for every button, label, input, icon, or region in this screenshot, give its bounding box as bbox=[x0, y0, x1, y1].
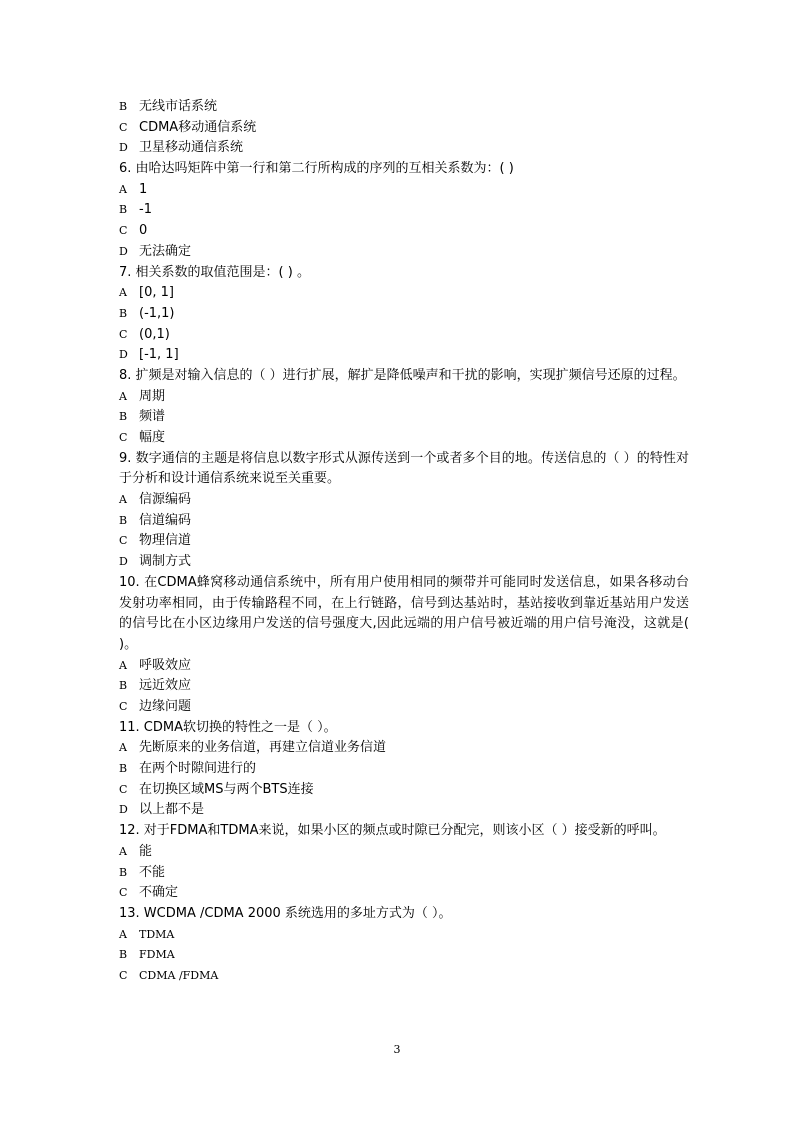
option-text: -1 bbox=[139, 202, 152, 218]
option-letter: C bbox=[119, 534, 128, 548]
option-letter: C bbox=[119, 782, 128, 796]
question-text: 6. 由哈达吗矩阵中第一行和第二行所构成的序列的互相关系数为：( ) bbox=[119, 161, 514, 177]
option-text: [-1, 1] bbox=[139, 347, 179, 363]
option-line bbox=[119, 966, 689, 987]
option-line bbox=[119, 511, 689, 532]
question-text: 9. 数字通信的主题是将信息以数字形式从源传送到一个或者多个目的地。传送信息的（ ）的特性对于分析和设计通信系统来说至关重要。 bbox=[119, 450, 689, 487]
option-line bbox=[119, 97, 689, 118]
option-text: 无法确定 bbox=[139, 243, 192, 259]
option-text: 无线市话系统 bbox=[139, 99, 218, 114]
option-letter: B bbox=[119, 513, 128, 527]
option-letter: B bbox=[119, 100, 128, 113]
option-text: 卫星移动通信系统 bbox=[139, 140, 244, 156]
option-text: 幅度 bbox=[139, 430, 166, 446]
option-text: 远近效应 bbox=[139, 678, 192, 694]
option-line bbox=[119, 945, 689, 966]
option-line bbox=[119, 697, 689, 718]
option-text: 调制方式 bbox=[139, 554, 192, 570]
question-text: 7. 相关系数的取值范围是：( ) 。 bbox=[119, 264, 310, 280]
option-letter: D bbox=[119, 141, 128, 155]
question-text: 10. 在CDMA蜂窝移动通信系统中，所有用户使用相同的频带并可能同时发送信息，如果各移动台发射功率相同，由于传输路程不同，在上行链路，信号到达基站时，基站接收到靠近基站用户发送的信号比在小区边缘用户发送的信号强度大,因此远端的用户信号被近端的用户信号淹没，这就是( )。 bbox=[119, 574, 689, 652]
option-line bbox=[119, 531, 689, 552]
option-letter: D bbox=[119, 803, 128, 817]
option-letter: D bbox=[119, 555, 128, 569]
option-text: 在两个时隙间进行的 bbox=[139, 761, 257, 777]
option-line bbox=[119, 242, 689, 263]
option-text: 周期 bbox=[139, 388, 166, 404]
option-text: 不能 bbox=[139, 864, 166, 880]
option-line bbox=[119, 118, 689, 139]
option-line bbox=[119, 883, 689, 904]
option-line bbox=[119, 925, 689, 946]
option-line bbox=[119, 407, 689, 428]
option-text: 不确定 bbox=[139, 885, 179, 901]
option-letter: C bbox=[119, 224, 128, 238]
option-line bbox=[119, 780, 689, 801]
option-text: 以上都不是 bbox=[139, 802, 205, 818]
question-text: 13. WCDMA /CDMA 2000 系统选用的多址方式为（ ）。 bbox=[119, 905, 452, 921]
option-text: (0,1) bbox=[139, 326, 170, 342]
option-letter: C bbox=[119, 327, 128, 341]
option-letter: C bbox=[119, 431, 128, 445]
option-text: TDMA bbox=[139, 927, 175, 941]
option-letter: C bbox=[119, 120, 128, 134]
option-line bbox=[119, 676, 689, 697]
option-text: FDMA bbox=[139, 948, 175, 962]
option-line bbox=[119, 656, 689, 677]
option-letter: C bbox=[119, 886, 128, 900]
option-text: 呼吸效应 bbox=[139, 657, 192, 673]
question-list bbox=[119, 97, 689, 987]
option-line bbox=[119, 200, 689, 221]
option-letter: B bbox=[119, 679, 128, 693]
option-line bbox=[119, 138, 689, 159]
option-text: CDMA /FDMA bbox=[139, 968, 219, 982]
option-letter: A bbox=[119, 389, 127, 403]
option-line bbox=[119, 800, 689, 821]
option-line bbox=[119, 759, 689, 780]
option-letter: C bbox=[119, 700, 128, 714]
option-line bbox=[119, 180, 689, 201]
option-letter: A bbox=[119, 493, 127, 507]
option-line bbox=[119, 842, 689, 863]
option-text: 在切换区域MS与两个BTS连接 bbox=[139, 781, 314, 797]
option-line bbox=[119, 345, 689, 366]
question-text: 11. CDMA软切换的特性之一是（ ）。 bbox=[119, 719, 337, 735]
option-letter: B bbox=[119, 948, 128, 962]
option-line bbox=[119, 283, 689, 304]
option-text: 边缘问题 bbox=[139, 699, 192, 715]
option-line bbox=[119, 863, 689, 884]
option-text: 0 bbox=[139, 223, 148, 239]
option-text: 能 bbox=[139, 843, 153, 859]
option-letter: D bbox=[119, 348, 128, 362]
option-text: 物理信道 bbox=[139, 533, 192, 549]
option-text: [0, 1] bbox=[139, 285, 174, 301]
option-letter: D bbox=[119, 244, 128, 258]
option-line bbox=[119, 428, 689, 449]
option-letter: A bbox=[119, 741, 127, 755]
option-text: 1 bbox=[139, 181, 148, 197]
option-line bbox=[119, 387, 689, 408]
option-letter: B bbox=[119, 410, 128, 424]
page-number: 3 bbox=[393, 1043, 401, 1056]
option-line bbox=[119, 221, 689, 242]
option-line bbox=[119, 325, 689, 346]
option-letter: A bbox=[119, 182, 127, 196]
option-line bbox=[119, 490, 689, 511]
option-line bbox=[119, 304, 689, 325]
option-text: 先断原来的业务信道，再建立信道业务信道 bbox=[139, 740, 387, 756]
question-text: 8. 扩频是对输入信息的（ ）进行扩展，解扩是降低噪声和干扰的影响，实现扩频信号还原的过程。 bbox=[119, 367, 686, 383]
option-letter: B bbox=[119, 203, 128, 217]
option-text: CDMA移动通信系统 bbox=[139, 119, 257, 135]
option-letter: B bbox=[119, 865, 128, 879]
option-letter: A bbox=[119, 927, 127, 941]
option-letter: A bbox=[119, 286, 127, 300]
option-text: (-1,1) bbox=[139, 305, 175, 321]
option-letter: B bbox=[119, 762, 128, 776]
option-line bbox=[119, 738, 689, 759]
option-text: 信源编码 bbox=[139, 492, 192, 508]
option-text: 信道编码 bbox=[139, 512, 192, 528]
option-letter: A bbox=[119, 658, 127, 672]
option-text: 频谱 bbox=[139, 409, 166, 425]
option-letter: C bbox=[119, 968, 128, 982]
option-letter: A bbox=[119, 844, 127, 858]
option-letter: B bbox=[119, 306, 128, 320]
question-text: 12. 对于FDMA和TDMA来说，如果小区的频点或时隙已分配完，则该小区（ ）接受新的呼叫。 bbox=[119, 823, 666, 839]
option-line bbox=[119, 552, 689, 573]
